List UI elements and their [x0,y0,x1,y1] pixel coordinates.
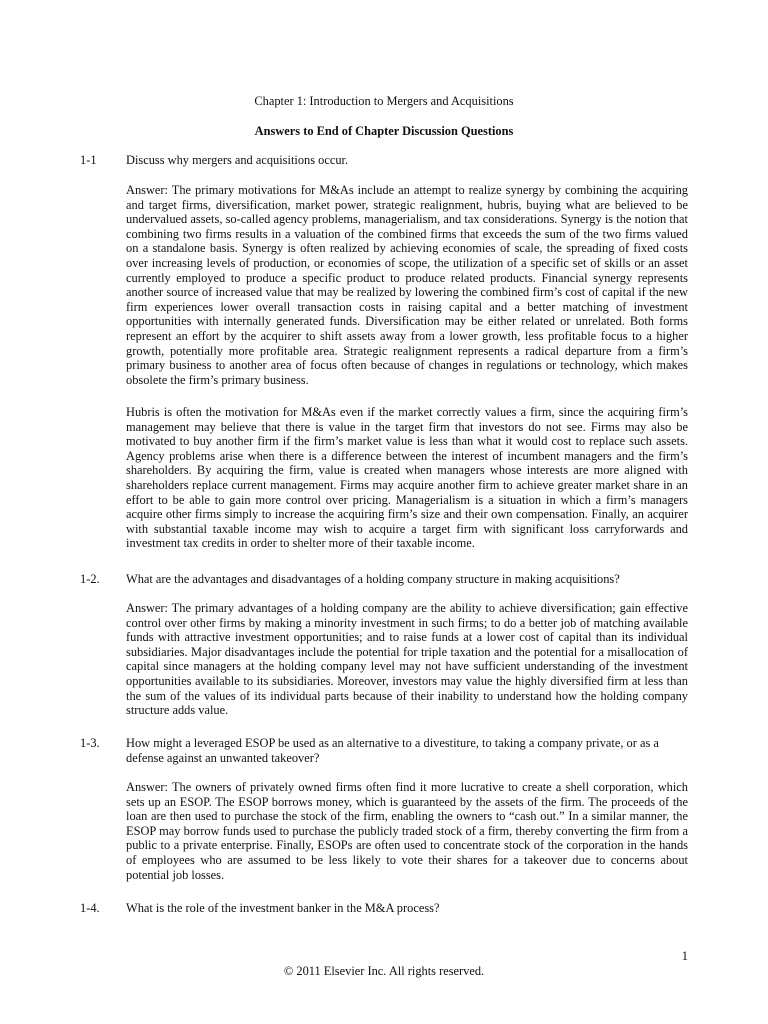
page-number: 1 [681,949,688,963]
question-text: What are the advantages and disadvantages of a holding company structure in making acquisitions? [126,572,620,586]
question-number: 1-2. [80,572,100,586]
document-subtitle: Answers to End of Chapter Discussion Questions [254,124,514,138]
question-text: What is the role of the investment banker in the M&A process? [126,901,440,915]
copyright-footer: © 2011 Elsevier Inc. All rights reserved. [283,964,485,978]
question-number: 1-3. [80,736,100,750]
answer-paragraph: Answer: The primary motivations for M&As include an attempt to realize synergy by combining the acquiring and target firms, diversification, market power, strategic realignment, hubris, buying what are believed to be undervalued assets, so-called agency problems, managerialism, and tax considerations. Synergy is the notion that combining two firms results in a valuation of the combined firms that exceeds the sum of the two firms valued on a standalone basis. Synergy is often realized by achieving economies of scale, the spreading of fixed costs over increasing levels of production, or economies of scope, the utilization of a specific set of skills or an asset currently employed to produce a specific product to produce related products. Financial synergy represents another source of increased value that may be realized by lowering the combined firm’s cost of capital if the new firm experiences lower overall transaction costs in raising capital and a better matching of investment opportunities with internally generated funds. Diversification may be either related or unrelated. Both forms represent an effort by the acquirer to shift assets away from a lower growth, less profitable focus to a higher growth, potentially more profitable area. Strategic realignment represents a radical departure from a firm’s primary business to another area of focus often because of changes in regulations or technology, which makes obsolete the firm’s primary business. [126,183,688,387]
answer-paragraph: Answer: The primary advantages of a holding company are the ability to achieve diversification; gain effective control over other firms by making a minority investment in such firms; to do a better job of matching available funds with attractive investment opportunities; and to raise funds at a lower cost of capital than its individual subsidiaries. Major disadvantages include the potential for triple taxation and the potential for a misallocation of capital since managers at the holding company level may not have sufficient understanding of the investment opportunities available to its subsidiaries. Moreover, investors may value the highly diversified firm at less than the sum of the values of its individual parts because of their inability to understand how the holding company structure adds value. [126,601,688,718]
question-number: 1-4. [80,901,100,915]
document-title: Chapter 1: Introduction to Mergers and Acquisitions [254,94,514,108]
question-number: 1-1 [80,153,97,167]
answer-paragraph: Hubris is often the motivation for M&As even if the market correctly values a firm, since the acquiring firm’s management may believe that there is value in the target firm that investors do not see. Firms may also be motivated to buy another firm if the firm’s market value is less than what it would cost to replace such assets. Agency problems arise when there is a difference between the interest of incumbent managers and the firm’s shareholders. By acquiring the firm, value is created when managers whose interests are more aligned with shareholders replace current management. Firms may acquire another firm to achieve greater market share in an effort to be able to gain more control over pricing. Managerialism is a situation in which a firm’s managers acquire other firms simply to increase the acquiring firm’s size and their own compensation. Finally, an acquirer with substantial taxable income may wish to acquire a target firm with significant loss carryforwards and investment tax credits in order to shelter more of their taxable income. [126,405,688,551]
question-text: Discuss why mergers and acquisitions occur. [126,153,349,167]
question-text: How might a leveraged ESOP be used as an alternative to a divestiture, to taking a company private, or as a defense against an unwanted takeover? [126,736,659,765]
answer-paragraph: Answer: The owners of privately owned firms often find it more lucrative to create a shell corporation, which sets up an ESOP. The ESOP borrows money, which is guaranteed by the assets of the firm. The proceeds of the loan are then used to purchase the stock of the firm, enabling the owners to “cash out.” In a similar manner, the ESOP may borrow funds used to purchase the publicly traded stock of a firm, thereby converting the firm from a public to a private enterprise. Finally, ESOPs are often used to concentrate stock of the corporation in the hands of employees who are assumed to be less likely to vote their shares for a takeover due to concerns about potential job losses. [126,780,688,882]
